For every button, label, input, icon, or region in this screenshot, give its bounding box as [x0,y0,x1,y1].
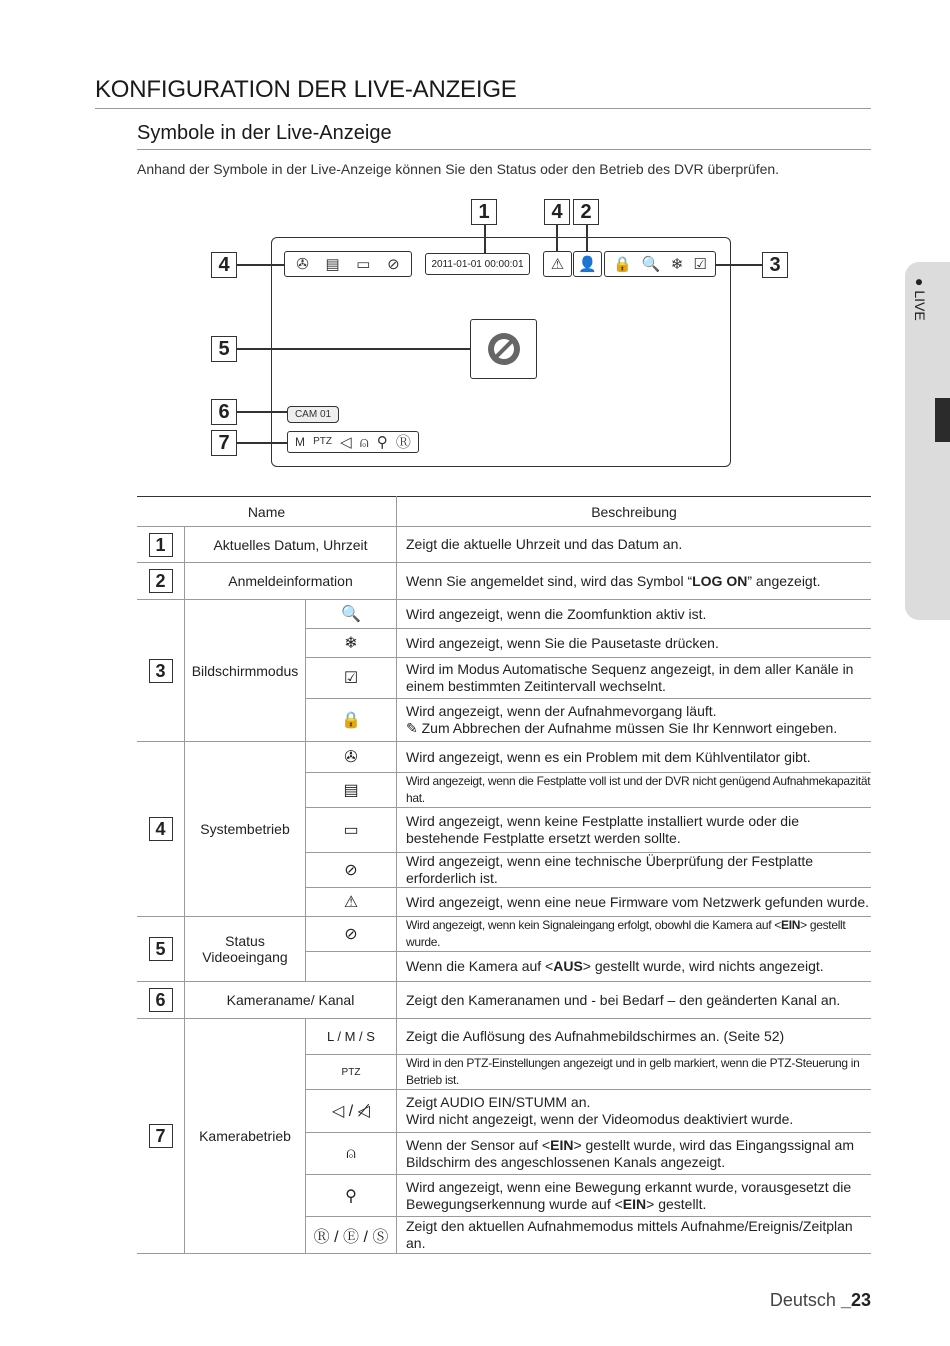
login-icon-box [573,251,602,277]
side-tab-label: ● LIVE [912,278,928,321]
firmware-icon-box [543,251,572,277]
callout-2: 2 [573,199,599,225]
row-name: Kameraname/ Kanal [185,982,397,1019]
callout-7: 7 [211,430,237,456]
record-mode-icon: Ⓡ / Ⓔ / Ⓢ [306,1217,397,1254]
table-row: 7 Kamerabetrieb L / M / S Zeigt die Auflösung des Aufnahmebildschirmes an. (Seite 52) [137,1019,871,1055]
row-number: 6 [149,988,173,1012]
zoom-icon: 🔍 [306,600,397,629]
row-number: 7 [149,1124,173,1148]
header-description: Beschreibung [397,497,872,527]
row-name: Systembetrieb [185,742,306,917]
note-icon: ✎ [406,720,422,736]
rec-lock-icon: 🔒 [613,255,632,273]
warning-icon: ⚠ [306,888,397,917]
warning-icon: ⚠ [550,255,565,273]
row-name: Bildschirmmodus [185,600,306,742]
fan-icon: ✇ [296,255,309,273]
hdd-check-icon: ⊘ [387,255,400,273]
zoom-icon: 🔍 [641,255,661,273]
section-heading: Symbole in der Live-Anzeige [137,122,871,150]
hdd-full-icon: ▤ [306,773,397,808]
row-desc: Zeigt die aktuelle Uhrzeit und das Datum an. [397,527,872,563]
table-row [137,563,871,600]
sequence-icon: ☑ [693,255,707,273]
motion-icon: ⚲ [306,1175,397,1217]
table-row: 3 Bildschirmmodus 🔍 Wird angezeigt, wenn die Zoomfunktion aktiv ist. [137,600,871,629]
record-mode-icon: Ⓡ [395,433,411,451]
symbol-table: Name Beschreibung 1 Aktuelles Datum, Uhrzeit Zeigt die aktuelle Uhrzeit und das Datum an. 2 Anmeldeinformation Wenn Sie angemeldet sind, wird das Symbol “LOG ON” angezeigt. 3 Bildschirmmodus 🔍 Wird angezeigt, wenn die Zoomfunktion aktiv ist. ❄ Wird angezeigt, wenn Sie die Pausetaste drücken. ☑ Wird im Modus Automatische Sequenz angezeigt, in dem aller Kanäle in einem bestimmten Zeitintervall wechselnt. 🔒 Wird angezeigt, wenn der Aufnahmevorgang läuft. ✎ Zum Abbrechen der Aufnahme müssen Sie Ihr Kennwort eingeben. 4 Systembetrieb ✇ Wird angezeigt, wenn es ein Problem mit dem Kühlventilator gibt. ▤ Wird angezeigt, wenn die Festplatte voll ist und der DVR nicht genügend Aufnahmekapazität hat. ▭ Wird angezeigt, wenn keine Festplatte installiert wurde oder die bestehende Festplatte ersetzt werden sollte. ⊘ Wird angezeigt, wenn eine technische Überprüfung der Festplatte erforderlich ist. ⚠ Wird angezeigt, wenn eine neue Firmware vom Netzwerk gefunden wurde. 5 Status Videoeingang ⊘ Wird angezeigt, wenn kein Signaleingang erfolgt, obowhl die Kamera auf <EIN> gestellt wurde. Wenn die Kamera auf <AUS> gestellt wurde, wird nichts angezeigt. 6 Kameraname/ Kanal Zeigt den Kameranamen und - bei Bedarf – den geänderten Kanal an. 7 Kamerabetrieb L / M / S Zeigt die Auflösung des Aufnahmebildschirmes an. (Seite 52) PTZ Wird in den PTZ-Einstellungen angezeigt und in gelb markiert, wenn die PTZ-Steuerung in Betrieb ist. ◁ / ◁̸ Zeigt AUDIO EIN/STUMM an. Wird nicht angezeigt, wenn der Videomodus deaktiviert wurde. ⍝ Wenn der Sensor auf <EIN> gestellt wurde, wird das Eingangssignal am Bildschirm des angeschlossenen Kanals angezeigt. ⚲ Wird angezeigt, wenn eine Bewegung erkannt wurde, vorausgesetzt die Bewegungserkennung wurde auf <EIN> gestellt. Ⓡ / Ⓔ / Ⓢ Zeigt den aktuellen Aufnahmemodus mittels Aufnahme/Ereignis/Zeitplan an. [137,496,871,1254]
freeze-icon: ❄ [306,629,397,658]
row-number: 2 [149,569,173,593]
hdd-none-icon: ▭ [306,808,397,853]
table-row [137,527,871,563]
callout-5: 5 [211,336,237,362]
row-number: 5 [149,937,173,961]
motion-icon: ⚲ [376,433,388,451]
callout-4: 4 [211,252,237,278]
ptz-icon: PTZ [306,1055,397,1090]
callout-1: 1 [471,199,497,225]
table-row: 4 Systembetrieb ✇ Wird angezeigt, wenn es ein Problem mit dem Kühlventilator gibt. [137,742,871,773]
datetime-display: 2011-01-01 00:00:01 [425,253,530,275]
resolution-icon: M [295,435,306,449]
camera-name-label: CAM 01 [287,406,339,423]
no-signal-icon: ⊘ [306,917,397,952]
ptz-icon: PTZ [313,436,332,447]
sensor-icon: ⍝ [306,1133,397,1175]
camera-operation-icons [287,431,419,453]
row-desc: Wenn Sie angemeldet sind, wird das Symbol “LOG ON” angezeigt. [397,563,872,600]
page-heading: KONFIGURATION DER LIVE-ANZEIGE [95,76,871,109]
table-row: 6 Kameraname/ Kanal Zeigt den Kameranamen und - bei Bedarf – den geänderten Kanal an. [137,982,871,1019]
audio-icon: ◁ / ◁̸ [306,1090,397,1133]
callout-4-top: 4 [544,199,570,225]
no-signal-icon [470,319,537,379]
sensor-icon: ⍝ [359,433,369,451]
system-status-icons [284,251,412,277]
hdd-check-icon: ⊘ [306,853,397,888]
intro-text: Anhand der Symbole in der Live-Anzeige können Sie den Status oder den Betrieb des DVR überprüfen. [137,161,780,177]
callout-6: 6 [211,399,237,425]
callout-3: 3 [762,252,788,278]
login-icon: 👤 [578,255,597,273]
screen-mode-icons [604,251,716,277]
table-row: 5 Status Videoeingang ⊘ Wird angezeigt, wenn kein Signaleingang erfolgt, obowhl die Kamera auf <EIN> gestellt wurde. [137,917,871,952]
audio-icon: ◁ [340,433,352,451]
hdd-full-icon: ▤ [325,255,340,273]
hdd-none-icon: ▭ [356,255,371,273]
row-name: Kamerabetrieb [185,1019,306,1254]
resolution-icon: L / M / S [306,1019,397,1055]
row-name: Status Videoeingang [185,917,306,982]
header-name: Name [137,497,397,527]
row-number: 3 [149,659,173,683]
row-name: Anmeldeinformation [185,563,397,600]
row-number: 1 [149,533,173,557]
row-name: Aktuelles Datum, Uhrzeit [185,527,397,563]
side-tab-marker [935,398,950,442]
page-footer: Deutsch _23 [769,1290,871,1310]
row-number: 4 [149,817,173,841]
freeze-icon: ❄ [670,255,684,273]
fan-icon: ✇ [306,742,397,773]
rec-lock-icon: 🔒 [306,699,397,742]
sequence-icon: ☑ [306,658,397,699]
